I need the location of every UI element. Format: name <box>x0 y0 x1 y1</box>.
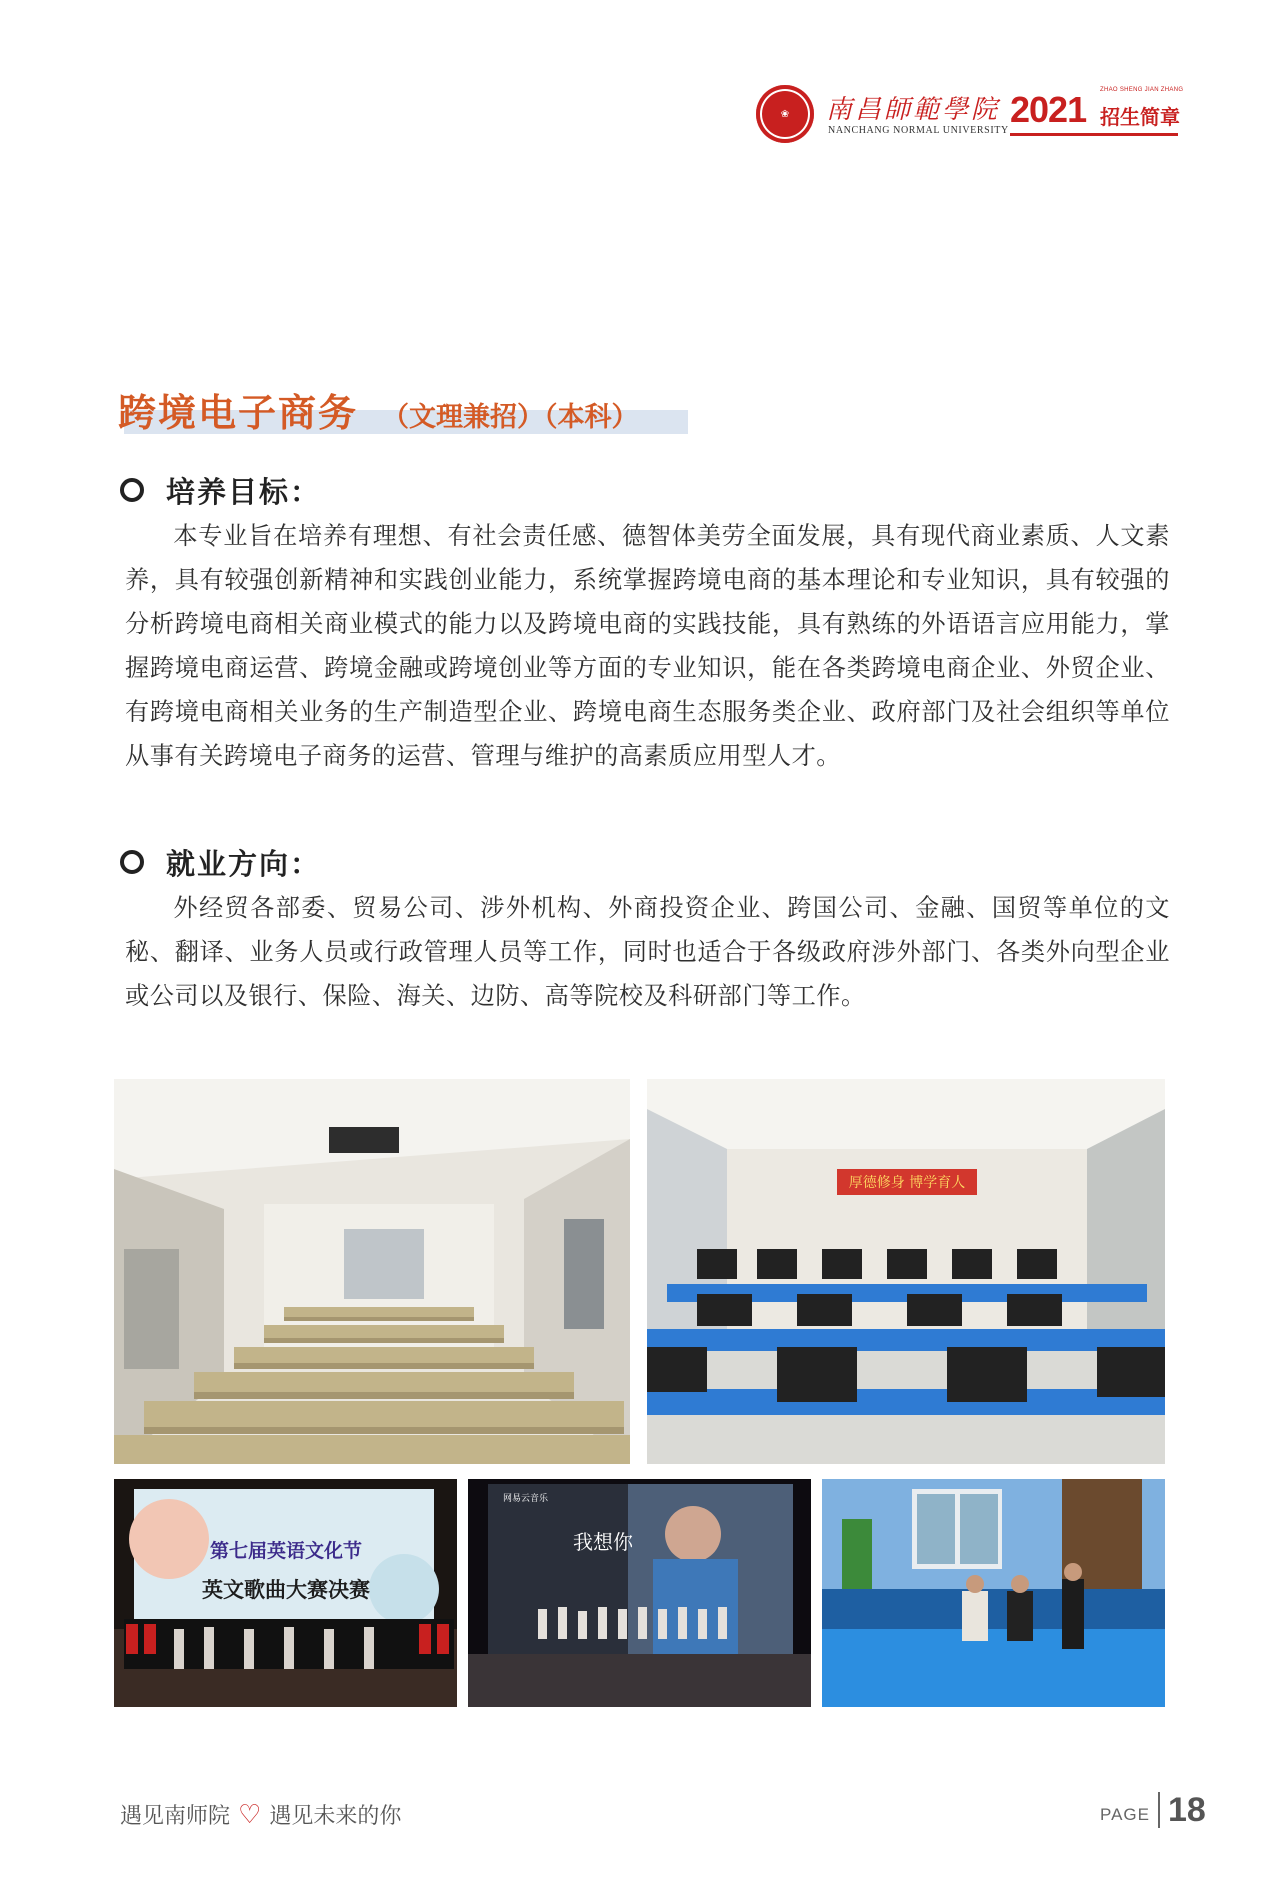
footer-slogan-a: 遇见南师院 <box>120 1804 231 1829</box>
photo-computer-lab <box>647 1079 1165 1464</box>
footer-slogan <box>120 1799 401 1830</box>
lab-banner-text: 厚德修身 博学育人 <box>848 1175 966 1191</box>
page-indicator <box>1100 1790 1206 1830</box>
header-rule <box>1010 133 1178 136</box>
contest-title-line2: 英文歌曲大赛决赛 <box>202 1578 370 1602</box>
bullet-circle-icon <box>120 478 144 502</box>
section-heading-text: 就业方向： <box>166 846 322 881</box>
brochure-title: 招生简章 <box>1100 105 1180 129</box>
bullet-circle-icon <box>120 850 144 874</box>
section-heading-goals <box>120 470 321 510</box>
section-heading-careers <box>120 842 321 882</box>
heart-icon: ♡ <box>238 1799 262 1830</box>
university-seal-icon: ❀ <box>756 85 814 143</box>
section-body-careers: 外经贸各部委、贸易公司、涉外机构、外商投资企业、跨国公司、金融、国贸等单位的文秘、翻译、业务人员或行政管理人员等工作，同时也适合于各级政府涉外部门、各类外向型企业或公司以及银行、保险、海关、边防、高等院校及科研部门等工作。 <box>125 894 1170 1010</box>
photo-drama-performance <box>822 1479 1165 1707</box>
photo-stage-choir <box>468 1479 811 1707</box>
major-note: （文理兼招）（本科） <box>382 402 639 433</box>
screen-lyric-text: 我想你 <box>573 1530 633 1554</box>
brochure-year: 2021 <box>1010 89 1087 130</box>
photo-lecture-hall <box>114 1079 630 1464</box>
brochure-header <box>756 83 1184 147</box>
section-heading-text: 培养目标： <box>166 474 322 509</box>
brochure-pinyin: ZHAO SHENG JIAN ZHANG <box>1100 87 1184 93</box>
photo-english-contest <box>114 1479 457 1707</box>
footer-slogan-b: 遇见未来的你 <box>269 1804 402 1829</box>
page-number: 18 <box>1167 1790 1206 1829</box>
page-separator <box>1158 1792 1160 1828</box>
contest-title-line1: 第七届英语文化节 <box>209 1540 363 1562</box>
section-body-goals: 本专业旨在培养有理想、有社会责任感、德智体美劳全面发展，具有现代商业素质、人文素养，具有较强创新精神和实践创业能力，系统掌握跨境电商的基本理论和专业知识，具有较强的分析跨境电商相关商业模式的能力以及跨境电商的实践技能，具有熟练的外语语言应用能力，掌握跨境电商运营、跨境金融或跨境创业等方面的专业知识，能在各类跨境电商企业、外贸企业、有跨境电商相关业务的生产制造型企业、跨境电商生态服务类企业、政府部门及社会组织等单位从事有关跨境电子商务的运营、管理与维护的高素质应用型人才。 <box>125 522 1170 770</box>
school-name-cn: 南昌師範學院 <box>826 95 1001 125</box>
page-label: PAGE <box>1100 1805 1150 1824</box>
school-name-en: NANCHANG NORMAL UNIVERSITY <box>828 125 1009 136</box>
music-app-label: 网易云音乐 <box>503 1494 549 1504</box>
major-name: 跨境电子商务 <box>118 391 359 435</box>
major-title <box>118 382 639 434</box>
